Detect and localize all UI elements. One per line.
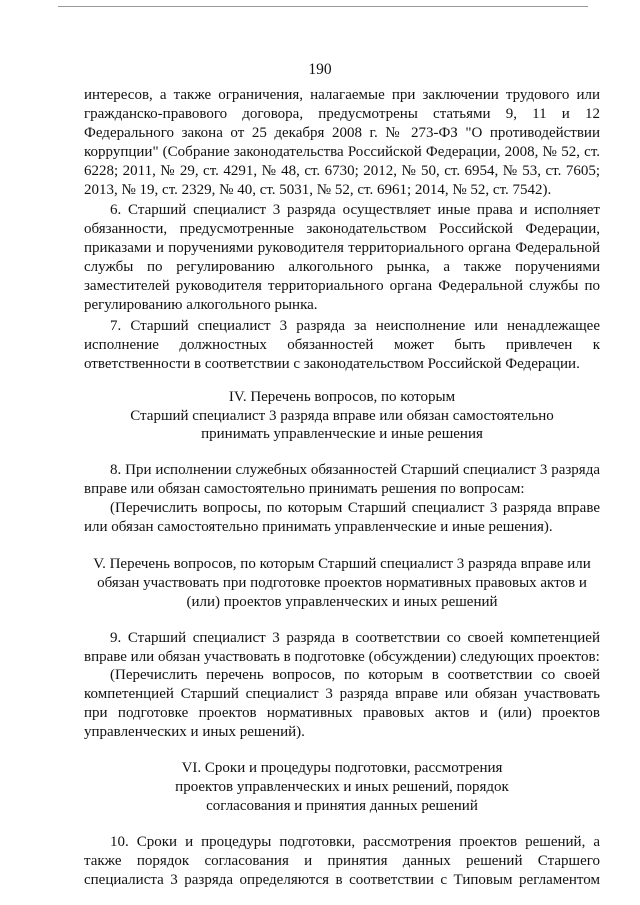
paragraph-8: 8. При исполнении служебных обязанностей Старший специалист 3 разряда вправе или обязан самостоятельно принимать решения по вопросам: — [84, 462, 600, 498]
heading-line: проектов управленческих и иных решений, порядок — [175, 779, 509, 795]
page-number: 190 — [308, 61, 332, 78]
top-scan-rule — [58, 6, 588, 7]
section-heading-vi — [84, 759, 600, 816]
paragraph-10 — [84, 833, 600, 890]
heading-line: обязан участвовать при подготовке проектов нормативных правовых актов и — [97, 574, 587, 591]
paragraph-10-line: 10. Сроки и процедуры подготовки, рассмотрения проектов решений, а — [110, 833, 600, 850]
heading-line: IV. Перечень вопросов, по которым — [228, 388, 456, 405]
paragraph-9-note: (Перечислить перечень вопросов, по которым в соответствии со своей компетенцией Старший специалист 3 разряда вправе или обязан участвовать при подготовке проектов нормативных правовых актов и (или) проектов управленческих и иных решений). — [84, 667, 600, 741]
heading-line: принимать управленческие и иные решения — [201, 426, 483, 443]
paragraph-10-line: специалиста 3 разряда определяются в соответствии с Типовым регламентом — [84, 871, 600, 888]
heading-line: Старший специалист 3 разряда вправе или обязан самостоятельно — [130, 407, 554, 424]
heading-line: (или) проектов управленческих и иных решений — [186, 593, 498, 610]
paragraph-6: 6. Старший специалист 3 разряда осуществляет иные права и исполняет обязанности, предусмотренные законодательством Российской Федерации, приказами и поручениями руководителя территориального органа Федеральной службы по регулированию алкогольного рынка, а также поручениями заместителей руководителя территориального органа Федеральной службы по регулированию алкогольного рынка. — [84, 202, 600, 313]
paragraph-10-line: также порядок согласования и принятия данных решений Старшего — [84, 852, 600, 869]
heading-line: V. Перечень вопросов, по которым Старший специалист 3 разряда вправе или — [93, 555, 591, 572]
paragraph-9: 9. Старший специалист 3 разряда в соответствии со своей компетенцией вправе или обязан участвовать в подготовке (обсуждении) следующих проектов: — [84, 629, 600, 665]
paragraph-8-note: (Перечислить вопросы, по которым Старший специалист 3 разряда вправе или обязан самостоятельно принимать управленческие и иные решения). — [84, 500, 600, 536]
document-body — [84, 86, 600, 890]
heading-line: VI. Сроки и процедуры подготовки, рассмотрения — [181, 760, 503, 777]
paragraph-7: 7. Старший специалист 3 разряда за неисполнение или ненадлежащее исполнение должностных обязанностей может быть привлечен к ответственности в соответствии с законодательством Российской Федерации. — [84, 317, 600, 372]
paragraph-continuation: интересов, а также ограничения, налагаемые при заключении трудового или гражданско-правового договора, предусмотрены статьями 9, 11 и 12 Федерального закона от 25 декабря 2008 г. № 273-ФЗ "О противодействии коррупции" (Собрание законодательства Российской Федерации, 2008, № 52, ст. 6228; 2011, № 29, ст. 4291, № 48, ст. 6730; 2012, № 50, ст. 6954, № 53, ст. 7605; 2013, № 19, ст. 2329, № 40, ст. 5031, № 52, ст. 6961; 2014, № 52, ст. 7542). — [84, 87, 600, 198]
section-heading-v — [84, 555, 600, 612]
section-heading-iv — [84, 388, 600, 445]
heading-line: согласования и принятия данных решений — [206, 797, 478, 814]
